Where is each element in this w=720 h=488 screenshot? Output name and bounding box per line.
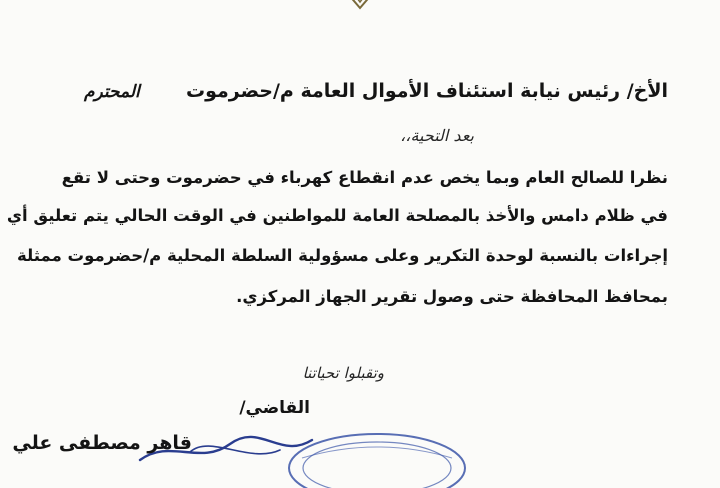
body-line-3: إجراءات بالنسبة لوحدة التكرير وعلى مسؤولية السلطة المحلية م/حضرموت ممثلة — [17, 246, 668, 265]
closing-line: وتقبلوا تحياتنا — [302, 364, 384, 382]
signer-name: قاهر مصطفى علي — [12, 432, 192, 454]
greeting: بعد التحية،، — [400, 126, 474, 145]
body-line-2: في ظلام دامس والأخذ بالمصلحة العامة للمواطنين في الوقت الحالي يتم تعليق أي — [6, 206, 668, 225]
honorific: المحترم — [84, 82, 140, 102]
emblem-icon — [338, 0, 382, 16]
body-line-4: بمحافظ المحافظة حتى وصول تقرير الجهاز المركزي. — [236, 287, 668, 306]
addressee-line: الأخ/ رئيس نيابة استئناف الأموال العامة م/حضرموت — [185, 80, 668, 102]
signer-title: القاضي/ — [239, 398, 310, 418]
body-line-1: نظرا للصالح العام وبما يخص عدم انقطاع كهرباء في حضرموت وحتى لا تقع — [61, 168, 668, 187]
